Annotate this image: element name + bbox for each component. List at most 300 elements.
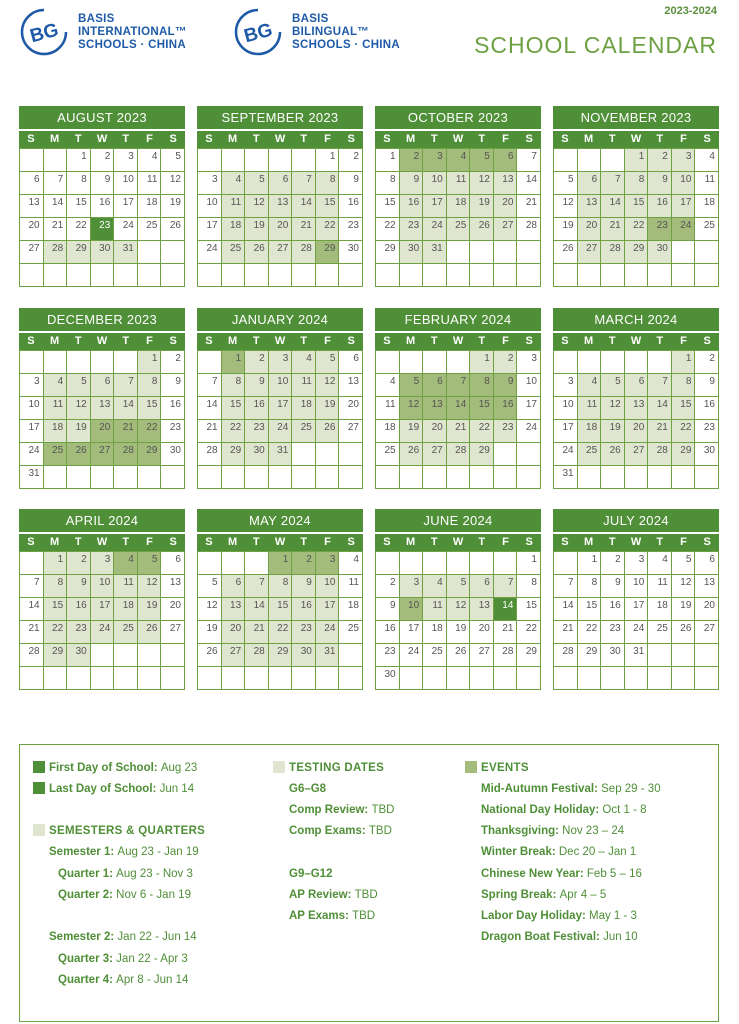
day-cell: 22 — [138, 420, 162, 443]
month-title: DECEMBER 2023 — [19, 308, 185, 331]
month-title: JUNE 2024 — [375, 509, 541, 532]
legend-semester-2 — [49, 930, 197, 944]
legend-label: Mid-Autumn Festival: — [481, 783, 598, 795]
weekday-label: M — [583, 536, 594, 548]
weekday-label: W — [274, 335, 286, 347]
weekday-label: W — [452, 335, 464, 347]
weekday-label: S — [525, 536, 533, 548]
month-title: NOVEMBER 2023 — [553, 106, 719, 129]
weekday-label: S — [347, 536, 355, 548]
day-cell: 25 — [648, 621, 672, 644]
empty-day-cell — [292, 443, 316, 466]
day-cell: 12 — [400, 397, 424, 420]
day-cell: 13 — [91, 397, 115, 420]
empty-day-cell — [423, 351, 447, 374]
day-cell: 30 — [245, 443, 269, 466]
day-cell: 24 — [554, 443, 578, 466]
day-cell: 8 — [517, 575, 541, 598]
legend-label: Quarter 4: — [58, 974, 113, 986]
weekday-header — [197, 532, 363, 551]
day-cell: 16 — [91, 195, 115, 218]
empty-day-cell — [423, 552, 447, 575]
weekday-header — [375, 129, 541, 148]
legend-label: Thanksgiving: — [481, 825, 559, 837]
month-title: OCTOBER 2023 — [375, 106, 541, 129]
day-cell: 6 — [578, 172, 602, 195]
weekday-label: S — [703, 335, 711, 347]
day-cell: 28 — [601, 241, 625, 264]
day-cell: 5 — [316, 351, 340, 374]
day-cell: 11 — [648, 575, 672, 598]
day-cell: 15 — [625, 195, 649, 218]
legend-value: Dec 20 – Jan 1 — [558, 846, 637, 858]
empty-day-cell — [198, 466, 222, 489]
day-cell: 9 — [695, 374, 719, 397]
day-cell: 26 — [470, 218, 494, 241]
day-cell: 26 — [672, 621, 696, 644]
day-cell: 27 — [625, 443, 649, 466]
day-cell: 2 — [339, 149, 363, 172]
legend-value: Feb 5 – 16 — [586, 868, 642, 880]
day-cell: 7 — [198, 374, 222, 397]
day-cell: 30 — [292, 644, 316, 667]
day-cell: 6 — [20, 172, 44, 195]
day-cell: 9 — [494, 374, 518, 397]
day-cell: 25 — [447, 218, 471, 241]
logo-line: BILINGUAL™ — [292, 25, 370, 38]
weekday-label: T — [74, 536, 82, 548]
day-cell: 26 — [67, 443, 91, 466]
day-cell: 22 — [672, 420, 696, 443]
day-grid — [375, 148, 541, 287]
weekday-label: M — [49, 335, 60, 347]
day-cell: 4 — [695, 149, 719, 172]
legend-header: SEMESTERS & QUARTERS — [49, 825, 206, 837]
day-cell: 1 — [625, 149, 649, 172]
day-cell: 11 — [578, 397, 602, 420]
day-cell: 4 — [292, 351, 316, 374]
legend-value: Apr 8 - Jun 14 — [116, 974, 189, 986]
day-cell: 19 — [198, 621, 222, 644]
day-cell: 3 — [625, 552, 649, 575]
weekday-label: T — [478, 536, 486, 548]
weekday-label: W — [274, 536, 286, 548]
weekday-label: T — [74, 335, 82, 347]
empty-day-cell — [316, 264, 340, 287]
logo-line: BASIS — [292, 12, 329, 25]
day-cell: 20 — [423, 420, 447, 443]
day-cell: 17 — [672, 195, 696, 218]
day-cell: 19 — [400, 420, 424, 443]
day-cell: 25 — [423, 644, 447, 667]
weekday-header — [375, 532, 541, 551]
day-cell: 31 — [423, 241, 447, 264]
day-cell: 20 — [695, 598, 719, 621]
basis-bilingual-logo — [232, 6, 400, 58]
day-cell: 9 — [400, 172, 424, 195]
day-cell: 25 — [339, 621, 363, 644]
day-grid — [19, 551, 185, 690]
empty-day-cell — [339, 264, 363, 287]
empty-day-cell — [494, 667, 518, 690]
month-title: APRIL 2024 — [19, 509, 185, 532]
day-cell: 4 — [376, 374, 400, 397]
day-cell: 25 — [292, 420, 316, 443]
day-cell: 3 — [198, 172, 222, 195]
day-cell: 12 — [470, 172, 494, 195]
legend-ap-review — [289, 888, 378, 902]
empty-day-cell — [91, 351, 115, 374]
day-grid — [553, 148, 719, 287]
empty-day-cell — [138, 644, 162, 667]
day-cell: 6 — [625, 374, 649, 397]
day-cell: 8 — [67, 172, 91, 195]
legend-label: Quarter 1: — [58, 868, 113, 880]
day-cell: 15 — [222, 397, 246, 420]
month-title: FEBRUARY 2024 — [375, 308, 541, 331]
day-cell: 21 — [20, 621, 44, 644]
weekday-label: M — [49, 536, 60, 548]
legend-value: Nov 6 - Jan 19 — [116, 889, 191, 901]
legend-event — [481, 845, 636, 859]
day-cell: 17 — [423, 195, 447, 218]
empty-day-cell — [400, 264, 424, 287]
empty-day-cell — [292, 149, 316, 172]
legend-g9-g12: G9–G12 — [289, 868, 333, 880]
page-title: SCHOOL CALENDAR — [474, 32, 717, 58]
empty-day-cell — [222, 552, 246, 575]
day-cell: 20 — [91, 420, 115, 443]
legend-label: Spring Break: — [481, 889, 557, 901]
empty-day-cell — [91, 667, 115, 690]
empty-day-cell — [339, 466, 363, 489]
day-cell: 23 — [695, 420, 719, 443]
weekday-label: S — [525, 335, 533, 347]
weekday-label: F — [502, 335, 509, 347]
empty-day-cell — [91, 466, 115, 489]
month-title: MAY 2024 — [197, 509, 363, 532]
day-cell: 27 — [222, 644, 246, 667]
weekday-label: F — [324, 335, 331, 347]
weekday-label: T — [656, 335, 664, 347]
day-grid — [197, 350, 363, 489]
day-cell: 15 — [470, 397, 494, 420]
day-cell: 3 — [91, 552, 115, 575]
weekday-label: M — [583, 133, 594, 145]
day-cell: 4 — [423, 575, 447, 598]
day-cell: 2 — [245, 351, 269, 374]
bg-circle-logo-icon — [18, 6, 70, 58]
day-cell: 15 — [138, 397, 162, 420]
day-cell: 20 — [625, 420, 649, 443]
day-cell: 24 — [423, 218, 447, 241]
empty-day-cell — [67, 466, 91, 489]
empty-day-cell — [494, 443, 518, 466]
empty-day-cell — [292, 667, 316, 690]
weekday-label: T — [478, 133, 486, 145]
day-cell: 7 — [554, 575, 578, 598]
day-cell: 11 — [447, 172, 471, 195]
weekday-header — [197, 129, 363, 148]
month-title: SEPTEMBER 2023 — [197, 106, 363, 129]
empty-day-cell — [470, 264, 494, 287]
day-cell: 23 — [292, 621, 316, 644]
empty-day-cell — [578, 149, 602, 172]
day-cell: 26 — [400, 443, 424, 466]
day-cell: 19 — [245, 218, 269, 241]
day-cell: 24 — [198, 241, 222, 264]
legend-header: TESTING DATES — [289, 762, 385, 774]
day-cell: 15 — [44, 598, 68, 621]
day-cell: 13 — [161, 575, 185, 598]
day-cell: 22 — [67, 218, 91, 241]
day-cell: 28 — [554, 644, 578, 667]
day-cell: 23 — [400, 218, 424, 241]
empty-day-cell — [695, 644, 719, 667]
weekday-label: T — [656, 133, 664, 145]
empty-day-cell — [114, 264, 138, 287]
day-cell: 12 — [138, 575, 162, 598]
day-cell: 9 — [245, 374, 269, 397]
empty-day-cell — [292, 264, 316, 287]
logo-text — [78, 13, 187, 52]
empty-day-cell — [138, 466, 162, 489]
weekday-label: S — [205, 335, 213, 347]
day-cell: 26 — [161, 218, 185, 241]
day-cell: 15 — [517, 598, 541, 621]
basis-international-logo — [18, 6, 187, 58]
legend-value: TBD — [371, 804, 395, 816]
empty-day-cell — [198, 667, 222, 690]
day-cell: 9 — [161, 374, 185, 397]
empty-day-cell — [554, 264, 578, 287]
day-cell: 18 — [447, 195, 471, 218]
day-cell: 22 — [316, 218, 340, 241]
weekday-label: T — [608, 536, 616, 548]
day-cell: 17 — [91, 598, 115, 621]
weekday-label: T — [656, 536, 664, 548]
day-cell: 7 — [292, 172, 316, 195]
month-title: MARCH 2024 — [553, 308, 719, 331]
day-cell: 26 — [198, 644, 222, 667]
day-cell: 30 — [161, 443, 185, 466]
day-cell: 16 — [494, 397, 518, 420]
day-cell: 26 — [316, 420, 340, 443]
legend-label: Labor Day Holiday: — [481, 910, 586, 922]
empty-day-cell — [601, 351, 625, 374]
day-cell: 25 — [44, 443, 68, 466]
day-cell: 17 — [269, 397, 293, 420]
legend-value: Oct 1 - 8 — [602, 804, 647, 816]
empty-day-cell — [601, 149, 625, 172]
empty-day-cell — [672, 241, 696, 264]
day-cell: 28 — [517, 218, 541, 241]
day-cell: 20 — [578, 218, 602, 241]
weekday-label: T — [122, 133, 130, 145]
empty-day-cell — [161, 466, 185, 489]
empty-day-cell — [648, 667, 672, 690]
day-cell: 25 — [376, 443, 400, 466]
day-cell: 21 — [447, 420, 471, 443]
day-cell: 22 — [222, 420, 246, 443]
day-cell: 3 — [554, 374, 578, 397]
empty-day-cell — [672, 667, 696, 690]
day-cell: 2 — [648, 149, 672, 172]
empty-day-cell — [400, 667, 424, 690]
day-grid — [197, 551, 363, 690]
day-cell: 17 — [20, 420, 44, 443]
day-cell: 15 — [316, 195, 340, 218]
day-cell: 5 — [198, 575, 222, 598]
day-cell: 27 — [20, 241, 44, 264]
day-cell: 16 — [161, 397, 185, 420]
day-cell: 19 — [316, 397, 340, 420]
month-title: JULY 2024 — [553, 509, 719, 532]
day-cell: 16 — [400, 195, 424, 218]
day-cell: 18 — [648, 598, 672, 621]
weekday-label: T — [608, 335, 616, 347]
empty-day-cell — [625, 351, 649, 374]
weekday-header — [19, 331, 185, 350]
day-cell: 22 — [470, 420, 494, 443]
day-cell: 8 — [269, 575, 293, 598]
day-cell: 23 — [67, 621, 91, 644]
empty-day-cell — [161, 241, 185, 264]
weekday-label: S — [169, 335, 177, 347]
day-cell: 22 — [578, 621, 602, 644]
day-cell: 13 — [695, 575, 719, 598]
day-cell: 10 — [625, 575, 649, 598]
day-cell: 27 — [423, 443, 447, 466]
day-cell: 26 — [245, 241, 269, 264]
empty-day-cell — [198, 552, 222, 575]
day-cell: 28 — [648, 443, 672, 466]
day-cell: 19 — [672, 598, 696, 621]
empty-day-cell — [161, 644, 185, 667]
day-cell: 6 — [339, 351, 363, 374]
day-cell: 12 — [67, 397, 91, 420]
day-cell: 11 — [138, 172, 162, 195]
empty-day-cell — [554, 351, 578, 374]
empty-day-cell — [695, 241, 719, 264]
day-cell: 11 — [114, 575, 138, 598]
dark-green-swatch-icon — [33, 761, 45, 773]
day-cell: 16 — [648, 195, 672, 218]
weekday-label: F — [680, 133, 687, 145]
weekday-label: S — [205, 536, 213, 548]
day-cell: 5 — [67, 374, 91, 397]
weekday-label: T — [252, 335, 260, 347]
day-cell: 28 — [245, 644, 269, 667]
empty-day-cell — [20, 149, 44, 172]
legend-label: Semester 2: — [49, 931, 115, 943]
weekday-label: W — [274, 133, 286, 145]
day-cell: 21 — [198, 420, 222, 443]
empty-day-cell — [44, 149, 68, 172]
day-cell: 17 — [114, 195, 138, 218]
empty-day-cell — [494, 264, 518, 287]
empty-day-cell — [138, 667, 162, 690]
empty-day-cell — [376, 351, 400, 374]
day-cell: 16 — [67, 598, 91, 621]
day-cell: 27 — [91, 443, 115, 466]
empty-day-cell — [44, 466, 68, 489]
day-cell: 23 — [601, 621, 625, 644]
empty-day-cell — [20, 264, 44, 287]
empty-day-cell — [554, 552, 578, 575]
day-cell: 4 — [114, 552, 138, 575]
day-cell: 20 — [269, 218, 293, 241]
day-cell: 16 — [339, 195, 363, 218]
empty-day-cell — [400, 552, 424, 575]
legend-label: Semester 1: — [49, 846, 115, 858]
month-calendar — [375, 308, 541, 489]
day-cell: 7 — [601, 172, 625, 195]
day-cell: 13 — [578, 195, 602, 218]
legend-label: Chinese New Year: — [481, 868, 584, 880]
weekday-label: F — [502, 536, 509, 548]
weekday-label: W — [452, 133, 464, 145]
day-cell: 8 — [470, 374, 494, 397]
month-calendar — [375, 509, 541, 690]
day-cell: 16 — [376, 621, 400, 644]
legend-label: Quarter 2: — [58, 889, 113, 901]
weekday-label: M — [227, 133, 238, 145]
day-cell: 4 — [578, 374, 602, 397]
empty-day-cell — [517, 264, 541, 287]
day-cell: 15 — [269, 598, 293, 621]
day-cell: 23 — [245, 420, 269, 443]
weekday-label: W — [630, 335, 642, 347]
legend-label: Comp Exams: — [289, 825, 366, 837]
day-cell: 28 — [494, 644, 518, 667]
day-cell: 10 — [400, 598, 424, 621]
day-cell: 23 — [376, 644, 400, 667]
day-cell: 1 — [517, 552, 541, 575]
day-cell: 10 — [198, 195, 222, 218]
month-calendar — [19, 106, 185, 287]
day-cell: 12 — [554, 195, 578, 218]
empty-day-cell — [339, 443, 363, 466]
empty-day-cell — [625, 667, 649, 690]
empty-day-cell — [517, 443, 541, 466]
day-cell: 10 — [672, 172, 696, 195]
empty-day-cell — [44, 351, 68, 374]
empty-day-cell — [20, 552, 44, 575]
legend-header: EVENTS — [481, 762, 529, 774]
empty-day-cell — [447, 466, 471, 489]
legend-quarter-2 — [58, 888, 191, 902]
empty-day-cell — [269, 466, 293, 489]
weekday-label: W — [630, 133, 642, 145]
day-cell: 5 — [161, 149, 185, 172]
day-cell: 30 — [91, 241, 115, 264]
day-cell: 18 — [292, 397, 316, 420]
logo-mark: BG — [241, 19, 275, 48]
legend-label: National Day Holiday: — [481, 804, 600, 816]
day-cell: 10 — [316, 575, 340, 598]
day-cell: 13 — [222, 598, 246, 621]
day-cell: 14 — [114, 397, 138, 420]
day-cell: 1 — [222, 351, 246, 374]
empty-day-cell — [470, 667, 494, 690]
empty-day-cell — [648, 644, 672, 667]
logo-line: SCHOOLS · CHINA — [292, 38, 400, 51]
day-cell: 27 — [161, 621, 185, 644]
day-cell: 5 — [470, 149, 494, 172]
day-cell: 14 — [554, 598, 578, 621]
empty-day-cell — [695, 264, 719, 287]
